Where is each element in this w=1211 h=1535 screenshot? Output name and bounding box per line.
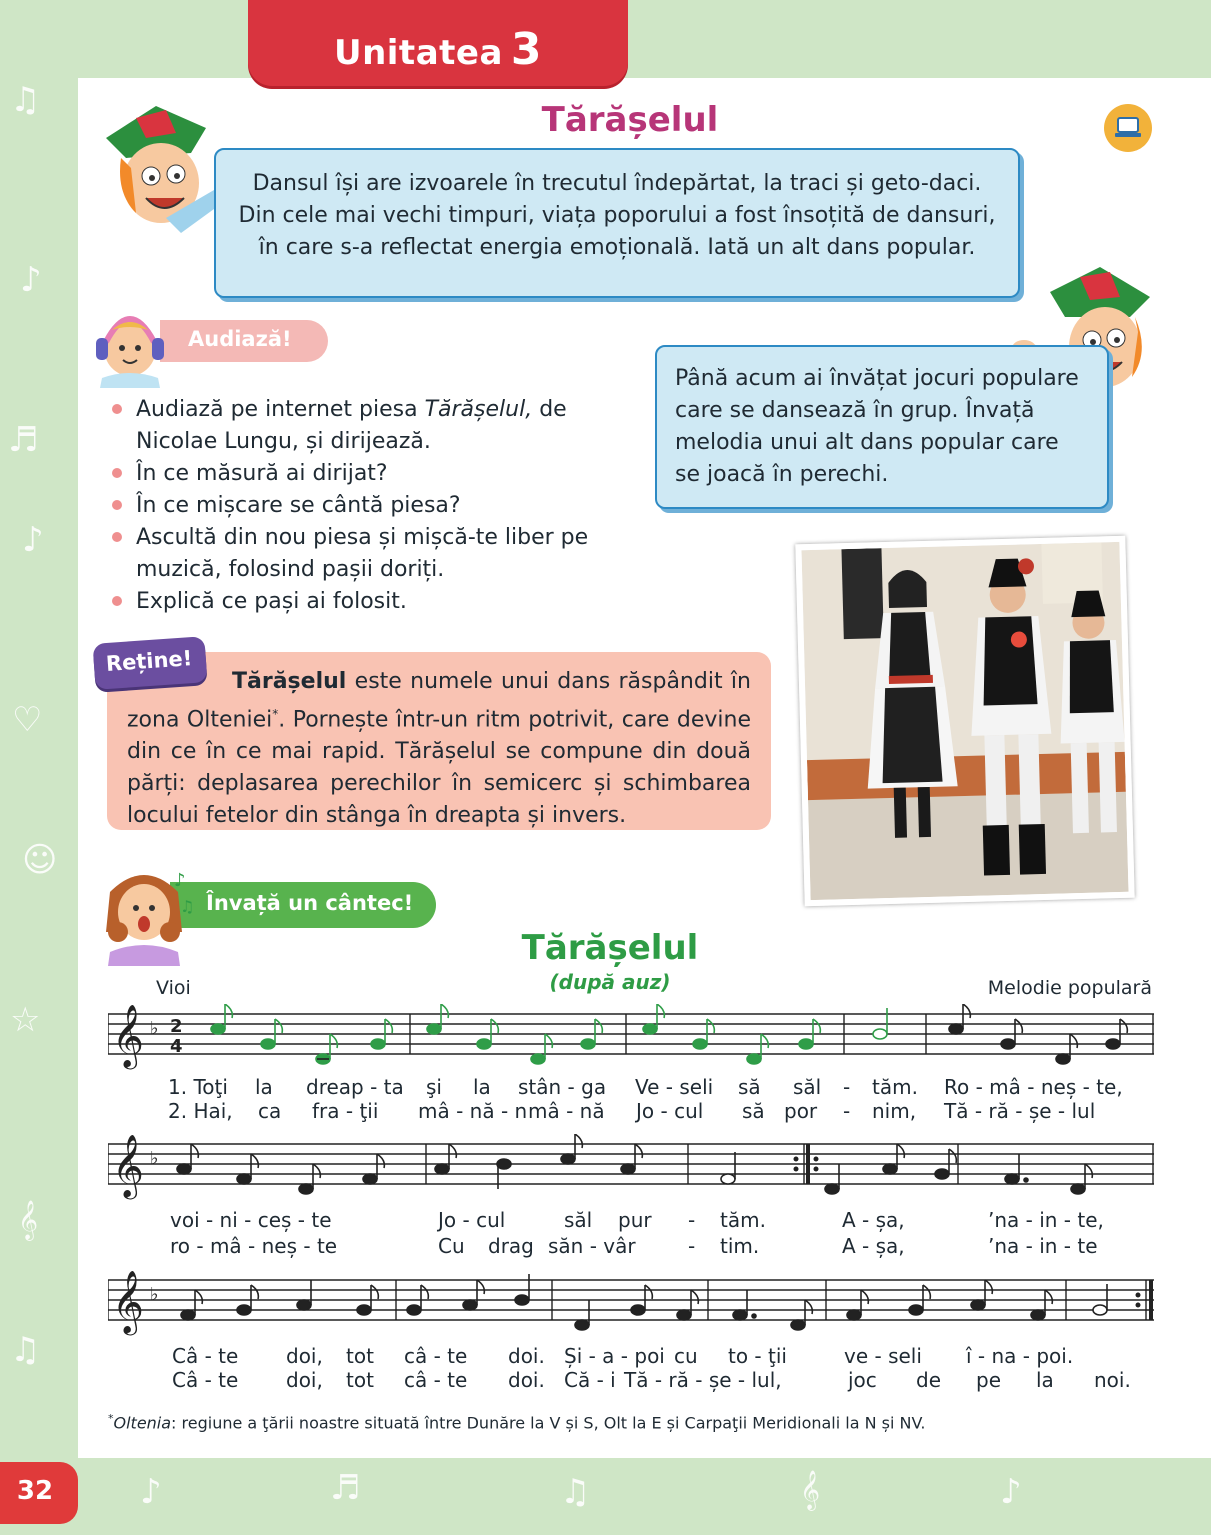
left-decorative-band bbox=[0, 0, 78, 1458]
music-staff-2 bbox=[108, 1134, 1154, 1214]
retine-label bbox=[93, 636, 208, 690]
time-signature-top: 2 bbox=[170, 1016, 183, 1037]
svg-text:♭: ♭ bbox=[150, 1018, 159, 1039]
heart-icon: ♡ bbox=[12, 700, 43, 740]
music-note-icon: ♫ bbox=[10, 1330, 41, 1370]
lyrics-row-1-verse-2: 2. Hai, ca fra - ţii mâ - nă - n mâ - nă Jo - cul să por - nim, Tă - ră - șe - lul bbox=[168, 1099, 1096, 1123]
song-title: Tărășelul bbox=[521, 928, 699, 968]
unit-heading bbox=[248, 24, 628, 75]
guitar-icon: ♬ bbox=[8, 420, 39, 460]
list-item: Explică ce pași ai folosit. bbox=[108, 586, 628, 618]
audiaza-list bbox=[108, 394, 628, 618]
music-note-icon: ♪ bbox=[22, 520, 44, 560]
music-note-icon: ♪ bbox=[1000, 1472, 1022, 1512]
treble-clef-icon: 𝄞 bbox=[112, 1270, 144, 1333]
footnote: *Oltenia: regiune a ţării noastre situată între Dunăre la V și S, Olt la E și Carpaţii Meridionali la N și NV. bbox=[108, 1412, 926, 1433]
lyrics-row-2-verse-2: ro - mâ - neș - te Cu drag săn - vâr - tim. A - șa, ’na - in - te bbox=[170, 1234, 1098, 1258]
invata-label-text: Învață un cântec! bbox=[206, 891, 414, 915]
singing-girl-icon bbox=[96, 862, 196, 966]
tempo-marking: Vioi bbox=[156, 977, 191, 999]
retine-label-text: Reține! bbox=[105, 646, 194, 677]
lyrics-row-3-verse-1: Câ - te doi, tot câ - te doi. Și - a - poi cu to - ţii ve - seli î - na - poi. bbox=[172, 1344, 1074, 1368]
audiaza-label bbox=[160, 320, 328, 362]
page-number-badge bbox=[0, 1462, 78, 1524]
svg-text:♫: ♫ bbox=[180, 897, 195, 916]
music-staff-3 bbox=[108, 1270, 1154, 1350]
retine-text: Tărășelul este numele unui dans răspândit în zona Olteniei*. Pornește într-un ritm potrivit, care devine din ce în ce mai rapid. Tărășelul se compune din două părți: deplasarea perechilor în semicerc și schimbarea locului fetelor din stânga în dreapta și invers. bbox=[127, 669, 752, 829]
invata-label bbox=[170, 882, 436, 928]
music-note-icon: ♫ bbox=[10, 80, 41, 120]
laptop-icon[interactable] bbox=[1104, 104, 1152, 152]
list-item: Ascultă din nou piesa și mișcă-te liber pe muzică, folosind pașii doriți. bbox=[108, 522, 628, 586]
unit-word: Unitatea bbox=[333, 33, 503, 73]
intro-speech-bubble bbox=[214, 148, 1020, 298]
side-note-bubble bbox=[655, 345, 1109, 509]
lyrics-row-1-verse-1: 1. Toţi la dreap - ta şi la stân - ga Ve - seli să săl - tăm. Ro - mâ - neș - te, bbox=[168, 1075, 1123, 1099]
lesson-title: Tărășelul bbox=[541, 100, 719, 140]
lyre-icon: ♬ bbox=[330, 1468, 361, 1508]
side-note-text: Până acum ai învățat jocuri populare care se dansează în grup. Învață melodia unui alt dans popular care se joacă în perechi. bbox=[675, 366, 1079, 487]
lyrics-row-2-verse-1: voi - ni - ceș - te Jo - cul săl pur - tăm. A - șa, ’na - in - te, bbox=[170, 1208, 1104, 1232]
unit-number: 3 bbox=[510, 24, 543, 75]
treble-clef-icon: 𝄞 bbox=[112, 1004, 144, 1067]
song-source: Melodie populară bbox=[987, 977, 1152, 999]
treble-clef-icon: 𝄞 bbox=[112, 1134, 144, 1197]
svg-text:♪: ♪ bbox=[174, 870, 186, 891]
music-note-icon: ♪ bbox=[140, 1472, 162, 1512]
time-signature-bottom: 4 bbox=[170, 1036, 183, 1057]
headphones-child-icon bbox=[90, 302, 170, 388]
svg-text:♭: ♭ bbox=[150, 1148, 159, 1169]
intro-text: Dansul își are izvoarele în trecutul îndepărtat, la traci și geto-daci. Din cele mai vechi timpuri, viața poporului a fost însoțită de dansuri, în care s-a reflectat energia emoțională. Iată un alt dans popular. bbox=[238, 171, 996, 260]
list-item: Audiază pe internet piesa Tărășelul, de Nicolae Lungu, și dirijează. bbox=[108, 394, 628, 458]
music-note-icon: ♪ bbox=[20, 260, 42, 300]
list-item: În ce mișcare se cântă piesa? bbox=[108, 490, 628, 522]
dancers-photo bbox=[795, 536, 1134, 907]
treble-clef-icon: 𝄞 bbox=[18, 1200, 39, 1240]
retine-box bbox=[107, 652, 771, 830]
treble-clef-icon: 𝄞 bbox=[800, 1470, 821, 1510]
audiaza-label-text: Audiază! bbox=[188, 327, 292, 351]
lyrics-row-3-verse-2: Câ - te doi, tot câ - te doi. Că - i Tă - ră - șe - lul, joc de pe la noi. bbox=[172, 1368, 1131, 1392]
smiley-icon: ☺ bbox=[22, 840, 58, 880]
list-item: În ce măsură ai dirijat? bbox=[108, 458, 628, 490]
music-note-icon: ♫ bbox=[560, 1472, 591, 1512]
page-number: 32 bbox=[16, 1476, 54, 1506]
music-staff-1 bbox=[108, 1004, 1154, 1084]
star-icon: ☆ bbox=[10, 1000, 41, 1040]
bottom-decorative-band bbox=[0, 1458, 1211, 1535]
svg-text:♭: ♭ bbox=[150, 1284, 159, 1305]
song-subtitle: (după auz) bbox=[549, 970, 671, 994]
